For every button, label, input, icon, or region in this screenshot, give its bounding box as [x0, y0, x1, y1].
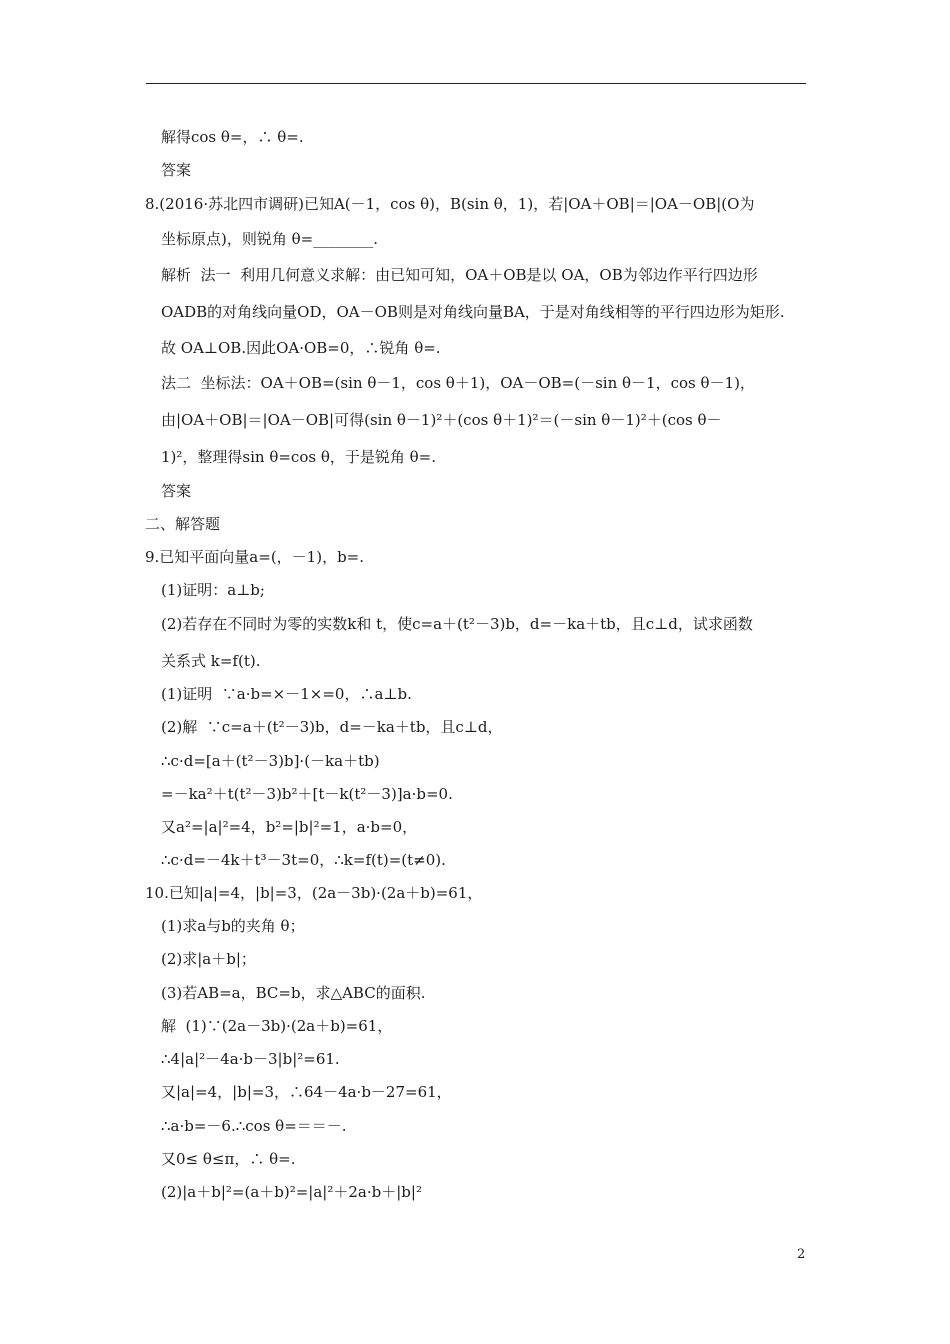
text-line: 关系式 k=f(t). — [161, 652, 261, 670]
section-heading: 二、解答题 — [145, 515, 221, 533]
text-line: OADB的对角线向量OD，OA－OB则是对角线向量BA，于是对角线相等的平行四边形为矩形. — [161, 303, 785, 321]
text-line: (1)证明：a⊥b; — [161, 581, 265, 599]
text-line: (2)求|a＋b|； — [161, 950, 256, 968]
text-line: 解得cos θ=，∴ θ=. — [161, 128, 304, 146]
text-line: (2)若存在不同时为零的实数k和 t，使c=a＋(t²－3)b，d=－ka＋tb，且c⊥d，试求函数 — [161, 615, 753, 633]
text-line: ∴4|a|²－4a·b－3|b|²=61. — [161, 1050, 340, 1068]
text-line: 解 (1)∵(2a－3b)·(2a＋b)=61， — [161, 1017, 393, 1035]
text-line: (2)解 ∵c=a＋(t²－3)b，d=－ka＋tb，且c⊥d， — [161, 718, 503, 736]
text-line: 又a²=|a|²=4，b²=|b|²=1，a·b=0， — [161, 818, 418, 836]
text-line: (1)证明 ∵a·b=×－1×=0，∴a⊥b. — [161, 685, 412, 703]
page-number: 2 — [797, 1247, 806, 1262]
text-line: 法二 坐标法：OA＋OB=(sin θ－1，cos θ＋1)，OA－OB=(－sin θ－1，cos θ－1)， — [161, 374, 755, 392]
text-line: 8.(2016·苏北四市调研)已知A(－1，cos θ)，B(sin θ，1)，若|OA＋OB|＝|OA－OB|(O为 — [145, 195, 755, 213]
text-line: 1)²，整理得sin θ=cos θ，于是锐角 θ=. — [161, 448, 436, 466]
text-line: 故 OA⊥OB.因此OA·OB=0，∴锐角 θ=. — [161, 339, 441, 357]
header-rule — [146, 83, 806, 84]
text-line: 答案 — [161, 482, 192, 500]
text-line: ∴a·b=－6.∴cos θ=＝＝－. — [161, 1117, 347, 1135]
text-line: 又|a|=4，|b|=3，∴64－4a·b－27=61， — [161, 1083, 452, 1101]
text-line: 9.已知平面向量a=(，－1)，b=. — [145, 548, 365, 566]
text-line: 又0≤ θ≤π，∴ θ=. — [161, 1150, 296, 1168]
text-line: 解析 法一 利用几何意义求解：由已知可知，OA＋OB是以 OA，OB为邻边作平行四边形 — [161, 266, 758, 284]
text-line: 10.已知|a|=4，|b|=3，(2a－3b)·(2a＋b)=61， — [145, 884, 483, 902]
text-line: ∴c·d=－4k＋t³－3t=0，∴k=f(t)=(t≠0). — [161, 851, 446, 869]
text-line: 坐标原点)，则锐角 θ=________. — [161, 230, 378, 248]
text-line: (3)若AB=a，BC=b，求△ABC的面积. — [161, 984, 426, 1002]
text-line: 答案 — [161, 161, 192, 179]
text-line: ∴c·d=[a＋(t²－3)b]·(－ka＋tb) — [161, 752, 380, 770]
text-line: 由|OA＋OB|＝|OA－OB|可得(sin θ－1)²＋(cos θ＋1)²＝(－sin θ－1)²＋(cos θ－ — [161, 411, 722, 429]
text-line: (1)求a与b的夹角 θ； — [161, 917, 305, 935]
text-line: (2)|a＋b|²=(a＋b)²=|a|²＋2a·b＋|b|² — [161, 1183, 422, 1201]
text-line: =－ka²＋t(t²－3)b²＋[t－k(t²－3)]a·b=0. — [161, 785, 453, 803]
